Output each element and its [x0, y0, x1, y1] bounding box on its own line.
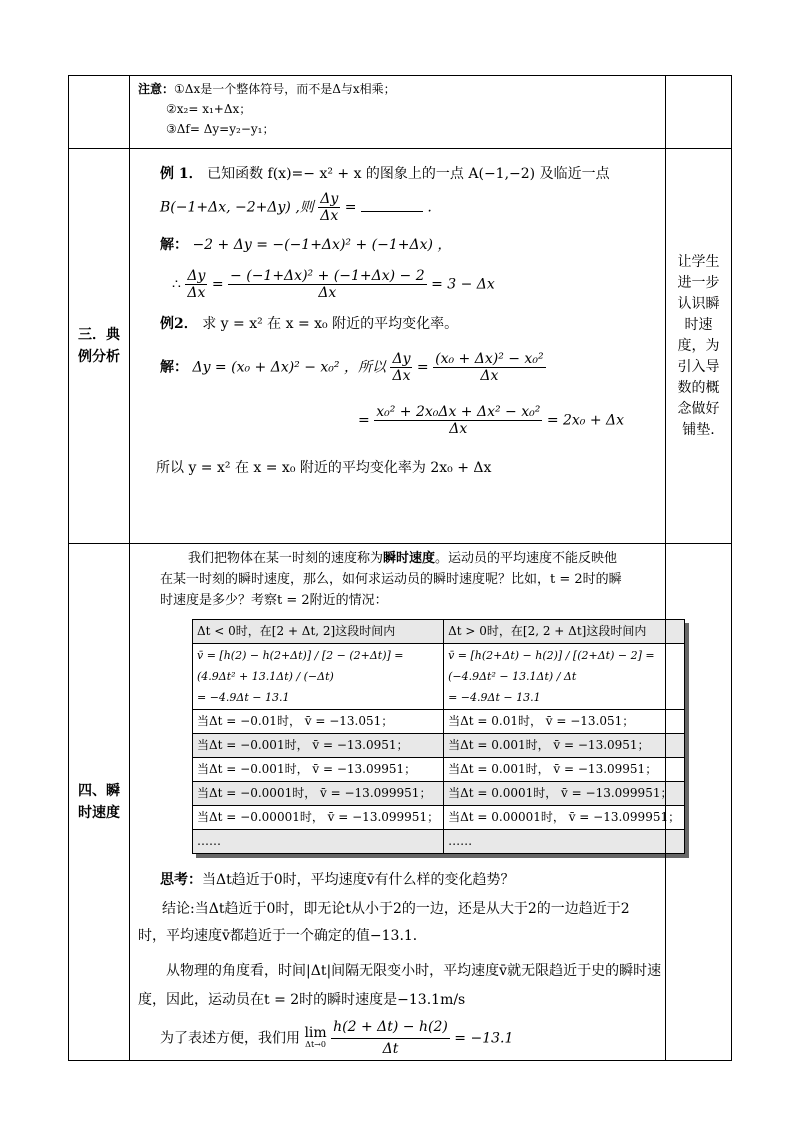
section-4-side-cell: [666, 544, 732, 1061]
note-label-cell: [69, 76, 130, 149]
table-row: 当Δt = −0.00001时， v̄ = −13.099951；: [193, 806, 444, 830]
solution-2-line: Δy = (x₀ + Δx)² − x₀² ，所以: [192, 359, 386, 376]
solution-2-label: 解：: [160, 359, 188, 376]
section-3-row: [69, 149, 732, 544]
table-row: 当Δt = 0.0001时， v̄ = −13.099951；: [444, 782, 685, 806]
velocity-formula-left: v̄ = [h(2) − h(2+Δt)] / [2 − (2+Δt)] = (4.9Δt² + 13.1Δt) / (−Δt) = −4.9Δt − 13.1: [193, 644, 444, 710]
solution-1-fraction: $\frac{\text{− (−1+Δx)² + (−1+Δx) − 2}}{\Delta x}$: [230, 268, 425, 301]
think-label: 思考：: [160, 872, 202, 888]
solution-1-derivation: ∴ $\frac{\Delta y}{\Delta x}$ = $\frac{\text{− (−1+Δx)² + (−1+Δx) − 2}}{\Delta x}$ = 3 − Δx: [172, 268, 495, 301]
note-line-3: ③Δf= Δy=y₂−y₁；: [166, 122, 275, 136]
solution-2-fraction: $\frac{\text{(x₀ + Δx)² − x₀²}}{\Delta x}$: [435, 351, 544, 384]
example-2-heading: 例2．: [160, 316, 198, 332]
conclusion-line-2: 时，平均速度v̄都趋近于一个确定的值−13.1．: [138, 928, 427, 944]
solution-1-label: 解：: [160, 237, 188, 253]
table-row: 当Δt = 0.00001时， v̄ = −13.099951；: [444, 806, 685, 830]
answer-blank: [361, 199, 423, 212]
limit-fraction: $\frac{h(2 + \Delta t) - h(2)}{\Delta t}$: [333, 1019, 448, 1057]
intro-text-3: 在某一时刻的瞬时速度，那么，如何求运动员的瞬时速度呢？比如，t = 2时的瞬: [160, 572, 622, 587]
conclusion-line-1: 结论:当Δt趋近于0时，即无论t从小于2的一边，还是从大于2的一边趋近于2: [162, 901, 630, 917]
limit-line: 为了表述方便，我们用 lim Δt→0 $\frac{h(2 + \Delta t) - h(2)}{\Delta t}$ = −13.1: [160, 1017, 657, 1060]
table-row: ……: [444, 830, 685, 854]
table-row: 当Δt = −0.001时， v̄ = −13.0951；: [193, 734, 444, 758]
lesson-table: [68, 75, 732, 1061]
note-side-cell: [666, 76, 732, 149]
solution-2-simplify: = $\frac{\text{x₀² + 2x₀Δx + Δx² − x₀²}}{\Delta x}$ = 2x₀ + Δx: [358, 404, 625, 437]
example-2-text: 求 y = x² 在 x = x₀ 附近的平均变化率。: [202, 316, 459, 332]
note-label: 注意：: [138, 82, 175, 96]
example-1-heading: 例 1．: [160, 166, 203, 182]
section-3-label: 三．典例分析: [69, 149, 130, 544]
solution-1-line: −2 + Δy = −(−1+Δx)² + (−1+Δx) ，: [192, 237, 452, 253]
think-text: 当Δt趋近于0时，平均速度v̄有什么样的变化趋势？: [202, 872, 515, 888]
intro-text-4: 时速度是多少？考察t = 2附近的情况：: [160, 593, 388, 608]
limit-symbol: lim Δt→0: [304, 1024, 327, 1049]
section-4-row: [69, 544, 732, 1061]
note-row: [69, 76, 732, 149]
velocity-table-right-head: Δt > 0时，在[2, 2 + Δt]这段时间内: [444, 620, 685, 644]
section-3-conclusion: 所以 y = x² 在 x = x₀ 附近的平均变化率为 2x₀ + Δx: [156, 460, 492, 476]
velocity-formula-right: v̄ = [h(2+Δt) − h(2)] / [(2+Δt) − 2] = (−4.9Δt² − 13.1Δt) / Δt = −4.9Δt − 13.1: [444, 644, 685, 710]
intro-text-1: 我们把物体在某一时刻的速度称为: [188, 551, 384, 566]
example-1-fraction: $\frac{\Delta y}{\Delta x}$: [320, 191, 339, 224]
velocity-table: [192, 619, 685, 854]
table-row: 当Δt = −0.001时， v̄ = −13.09951；: [193, 758, 444, 782]
note-line-2: ②x₂= x₁+Δx；: [166, 102, 252, 116]
section-4-content: [130, 544, 681, 1061]
section-4-label: 四、瞬时速度: [69, 544, 130, 1061]
table-row: 当Δt = 0.001时， v̄ = −13.0951；: [444, 734, 685, 758]
table-row: 当Δt = 0.001时， v̄ = −13.09951；: [444, 758, 685, 782]
section-3-content: 例 1． 已知函数 f(x)=− x² + x 的图象上的一点 A(−1,−2) 及临近一点 B(−1+Δx, −2+Δy) ,则 $\frac{\Delta y}{\Delta x}$ = . 解： −2 + Δy = −(−1+Δx)² + (−1+Δx) ， ∴ $\frac{\Delta y}{\Delta x}$ = $\frac{\text{− (−1+Δx)² + (−1+Δx) − 2}}{\Delta x}$ = 3 − Δx 例2． 求 y = x² 在 x = x₀ 附近的平均变化率。 解： Δy = (x₀ + Δx)² − x₀² ，所以 $\frac{\Delta y}{\Delta x}$ = $\frac{\text{(x₀ + Δx)² − x₀²}}{\Delta x}$ = $\frac{\text{x₀² + 2x₀Δx + Δx² − x₀²}}{\Delta x}$ = 2x₀ + Δx 所以 y = x² 在 x = x₀ 附近的平均变化率为 2x₀ + Δx: [130, 149, 666, 544]
physics-line-1: 从物理的角度看，时间|Δt|间隔无限变小时，平均速度v̄就无限趋近于史的瞬时速: [166, 963, 662, 979]
note-line-1: ①Δx是一个整体符号，而不是Δ与x相乘；: [174, 82, 396, 96]
example-1-text-2: B(−1+Δx, −2+Δy) ,则: [160, 199, 314, 216]
velocity-table-left-head: Δt < 0时，在[2 + Δt, 2]这段时间内: [193, 620, 444, 644]
note-cell: [130, 76, 666, 149]
section-3-side-note: 让学生进一步认识瞬时速度，为引入导数的概念做好铺垫.: [666, 149, 732, 544]
table-row: ……: [193, 830, 444, 854]
example-1-text: 已知函数 f(x)=− x² + x 的图象上的一点 A(−1,−2) 及临近一点: [207, 166, 610, 182]
table-row: 当Δt = 0.01时， v̄ = −13.051；: [444, 710, 685, 734]
table-row: 当Δt = −0.0001时， v̄ = −13.099951；: [193, 782, 444, 806]
physics-line-2: 度，因此，运动员在t = 2时的瞬时速度是−13.1m/s: [138, 992, 466, 1008]
intro-text-2: 。运动员的平均速度不能反映他: [435, 551, 618, 566]
intro-bold: 瞬时速度: [383, 551, 436, 566]
table-row: 当Δt = −0.01时， v̄ = −13.051；: [193, 710, 444, 734]
